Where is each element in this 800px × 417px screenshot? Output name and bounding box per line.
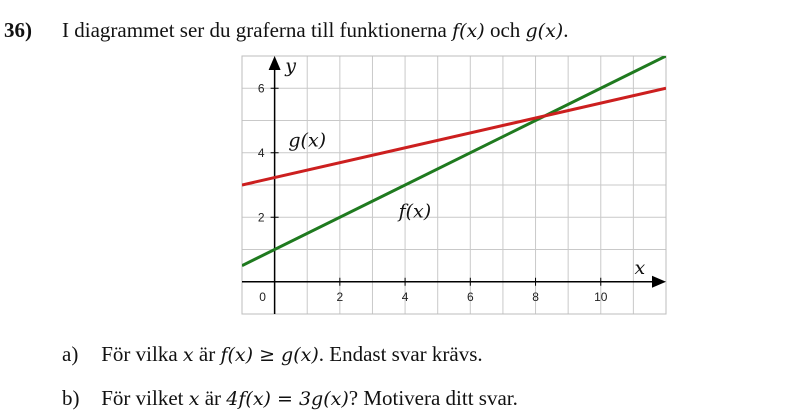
x-tick-label: 6 bbox=[466, 289, 474, 304]
x-tick-label: 2 bbox=[336, 289, 344, 304]
question-text-middle: och bbox=[489, 18, 521, 42]
y-tick-label: 2 bbox=[257, 210, 265, 225]
subquestion-b bbox=[62, 386, 518, 411]
subquestion-b-letter: b) bbox=[62, 386, 80, 410]
subquestion-a-math: f(x) ≥ g(x) bbox=[220, 344, 319, 366]
subquestion-a bbox=[62, 342, 483, 367]
subquestion-b-text-after: ? Motivera ditt svar. bbox=[348, 386, 518, 410]
question-text-before: I diagrammet ser du graferna till funktionerna bbox=[62, 18, 447, 42]
subquestion-a-letter: a) bbox=[62, 342, 79, 366]
series-line-f bbox=[242, 56, 666, 266]
subquestion-a-var: x bbox=[182, 344, 194, 366]
y-tick-label: 4 bbox=[257, 145, 265, 160]
x-axis-arrow bbox=[652, 276, 666, 288]
y-tick-label: 6 bbox=[257, 81, 265, 96]
y-axis-arrow bbox=[269, 56, 281, 70]
question-text-after: . bbox=[563, 18, 569, 42]
x-tick-label: 4 bbox=[401, 289, 409, 304]
subquestion-b-text-mid: är bbox=[204, 386, 222, 410]
x-tick-label: 0 bbox=[259, 289, 266, 304]
x-axis-label: x bbox=[634, 256, 646, 279]
subquestion-b-text-before: För vilket bbox=[101, 386, 184, 410]
y-axis-label: y bbox=[285, 55, 296, 78]
x-tick-label: 8 bbox=[532, 289, 539, 304]
subquestion-a-text-after: . Endast svar krävs. bbox=[318, 342, 483, 366]
subquestion-b-math: 4f(x) = 3g(x) bbox=[226, 388, 349, 410]
f-symbol: f(x) bbox=[452, 20, 485, 42]
subquestion-a-text-mid: är bbox=[198, 342, 216, 366]
g-symbol: g(x) bbox=[525, 20, 564, 42]
question-number: 36) bbox=[4, 18, 32, 42]
series-label-f: f(x) bbox=[398, 200, 432, 223]
series-label-g: g(x) bbox=[288, 129, 327, 152]
subquestion-b-var: x bbox=[188, 388, 200, 410]
subquestion-a-text-before: För vilka bbox=[101, 342, 178, 366]
x-tick-label: 10 bbox=[594, 289, 608, 304]
